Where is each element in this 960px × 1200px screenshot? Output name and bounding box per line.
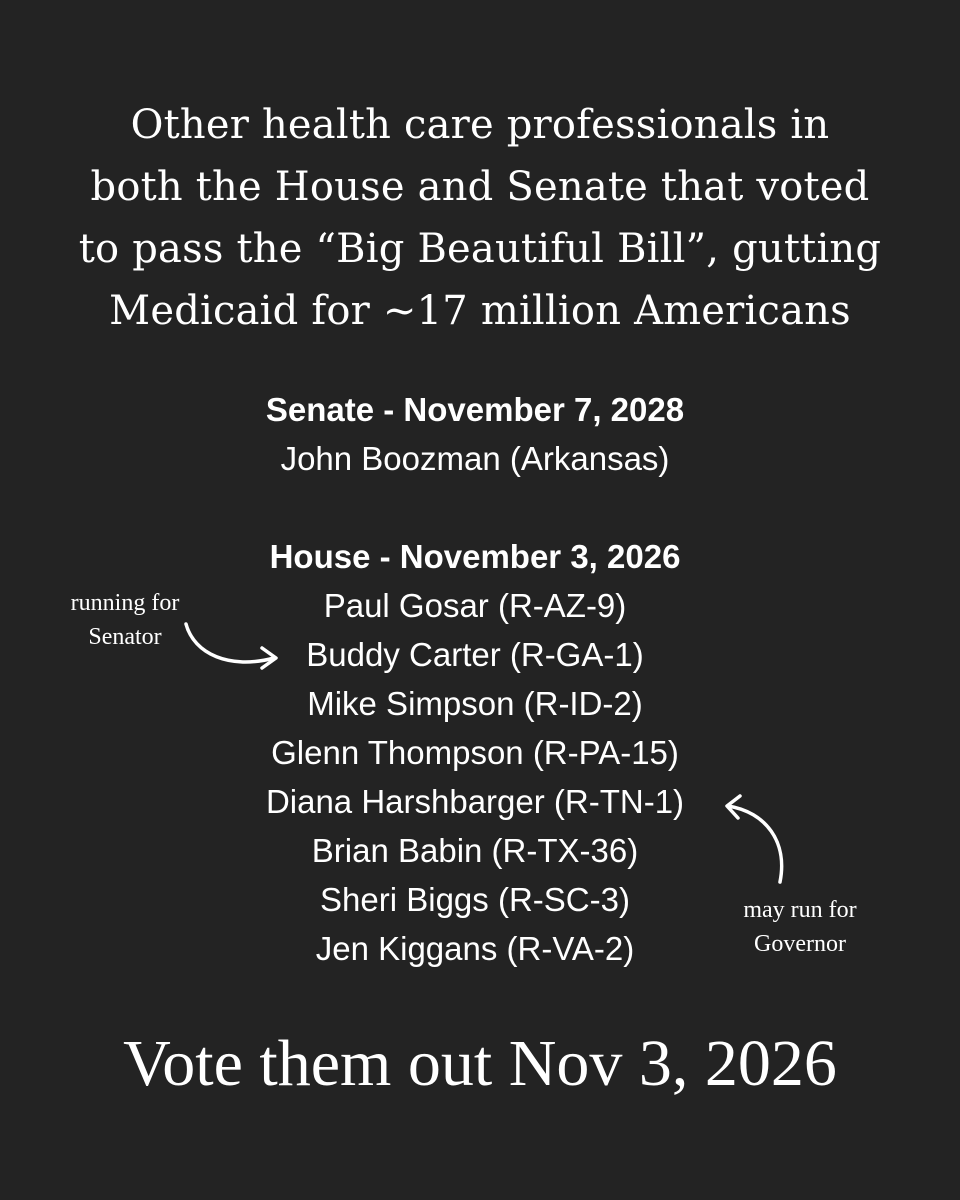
house-member: Diana Harshbarger (R-TN-1) [265, 783, 685, 820]
annotation-may-run-for-governor [715, 893, 885, 961]
intro-line: Other health care professionals in [130, 102, 830, 148]
annotation-line: running for [70, 590, 180, 616]
house-member: Brian Babin (R-TX-36) [311, 832, 639, 869]
senate-heading: Senate - November 7, 2028 [265, 391, 685, 428]
house-member: Buddy Carter (R-GA-1) [306, 636, 644, 673]
annotation-line: may run for [743, 897, 857, 923]
house-member: Sheri Biggs (R-SC-3) [320, 881, 630, 918]
intro-text [60, 94, 900, 342]
annotation-line: Governor [754, 931, 846, 957]
call-to-action: Vote them out Nov 3, 2026 [123, 1027, 837, 1100]
senate-member: John Boozman (Arkansas) [280, 440, 670, 477]
house-member: Glenn Thompson (R-PA-15) [271, 734, 679, 771]
curved-arrow-icon [718, 790, 798, 890]
intro-line: Medicaid for ~17 million Americans [109, 288, 851, 334]
intro-line: both the House and Senate that voted [90, 164, 870, 210]
intro-line: to pass the “Big Beautiful Bill”, gutting [78, 226, 882, 272]
house-member: Mike Simpson (R-ID-2) [307, 685, 643, 722]
house-heading: House - November 3, 2026 [269, 538, 681, 575]
house-member: Paul Gosar (R-AZ-9) [323, 587, 627, 624]
house-member: Jen Kiggans (R-VA-2) [315, 930, 635, 967]
senate-section [0, 385, 950, 483]
annotation-line: Senator [88, 624, 162, 650]
curved-arrow-icon [180, 618, 290, 678]
